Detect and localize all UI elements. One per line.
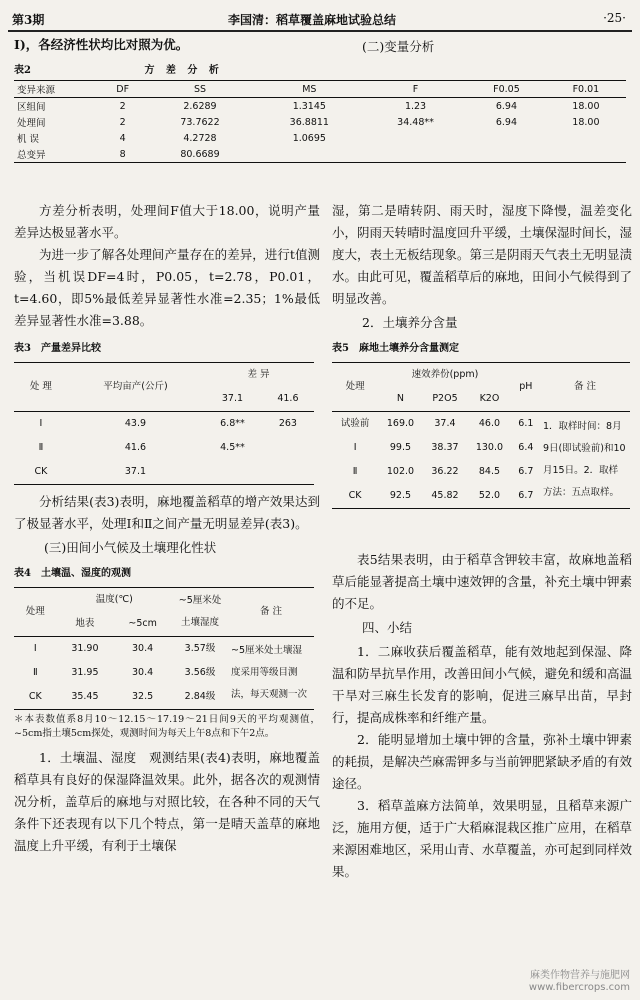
th: 处理: [14, 588, 57, 637]
th: 处 理: [14, 363, 68, 412]
th: pH: [512, 363, 540, 412]
table-row: [14, 130, 626, 146]
table3-caption: 表3 产量差异比较: [14, 343, 101, 354]
table2-title: 方 差 分 析: [144, 65, 223, 76]
table4: [14, 587, 314, 710]
cell: 区组间: [17, 102, 46, 113]
cell: 102.0: [386, 466, 415, 477]
table2-caption: [14, 60, 320, 82]
cell: 99.5: [389, 442, 412, 453]
th: 41.6: [277, 393, 299, 404]
cell: 1.23: [404, 100, 427, 112]
paragraph: 3．稻草盖麻方法简单，效果明显，且稻草来源广泛，施用方便，适于广大稻麻混栽区推广应用，在稻草来源困难地区，采用山青、水草覆盖，亦可起到同样效果。: [332, 798, 633, 879]
intro-line: Ⅰ)，各经济性状均比对照为优。: [14, 37, 189, 52]
th: N: [396, 393, 405, 404]
page-number: ·25·: [603, 11, 626, 25]
cell: 6.94: [495, 116, 518, 128]
cell: [467, 146, 546, 163]
th: MS: [302, 83, 317, 95]
th: 差 异: [247, 369, 270, 380]
cell: 4.5**: [220, 442, 245, 453]
th: DF: [116, 83, 130, 95]
cell: 80.6689: [180, 148, 220, 160]
right-body: [332, 200, 632, 883]
table2-header-row: [14, 81, 626, 98]
table3-header-row: [14, 363, 314, 388]
cell: 41.6: [124, 442, 147, 453]
th: 速效养份(ppm): [411, 369, 479, 380]
paragraph: 湿，第二是晴转阴、雨天时，湿度下降慢，温差变化小，阴雨天转晴时温度回升平缓，土壤保湿时间长，湿度大，表土无板结现象。第三是阴雨天气表土无明显渍水。由此可见，覆盖稻草后的麻地，田间小气候得到了明显改善。: [332, 203, 633, 306]
cell: 18.00: [572, 100, 600, 112]
th: K2O: [479, 393, 500, 404]
cell: Ⅱ: [32, 667, 38, 678]
table5-remark: 1．取样时间：8月9日(即试验前)和10月15日。2．取样方法：五点取样。: [543, 421, 626, 498]
th: ~5厘米处土壤湿度: [172, 588, 228, 637]
cell: Ⅰ: [39, 418, 43, 429]
cell: 1.0695: [292, 132, 326, 144]
cell: 3.57级: [184, 643, 216, 654]
th: ~5cm: [128, 618, 157, 629]
cell: 30.4: [132, 667, 154, 678]
th: F0.01: [572, 83, 600, 95]
cell: 6.7: [518, 490, 534, 501]
cell: 84.5: [478, 466, 501, 477]
cell: 6.8**: [220, 418, 245, 429]
table3: [14, 362, 314, 485]
cell: 37.1: [124, 466, 147, 477]
cell: 35.45: [71, 691, 99, 702]
th: 37.1: [221, 393, 244, 404]
table-row: [14, 114, 626, 130]
cell: Ⅱ: [38, 442, 44, 453]
table4-remark: ~5厘米处土壤湿度采用等级目测法，每天观测一次: [231, 645, 308, 700]
paragraph: 1．土壤温、湿度 观测结果(表4)表明，麻地覆盖稻草具有良好的保湿降温效果。此外，据各次的观测情况分析，盖草后的麻地与对照比较，在各种不同的天气条件下还表现有以下几个特点，第一是晴天盖草的麻地温度上升平缓，有利于土壤保: [14, 750, 320, 853]
table2-label: 表2: [14, 65, 31, 76]
paragraph: 为进一步了解各处理间产量存在的差异，进行t值测验，当机误DF=4时，P0.05，t=2.78，P0.01，t=4.60，即5%最低差异显著性水准=2.35；1%最低差异显著性水准=3.88。: [14, 247, 320, 328]
cell: 46.0: [478, 418, 501, 429]
table5: [332, 362, 630, 509]
cell: 30.4: [132, 643, 154, 654]
watermark-line2: www.fibercrops.com: [528, 982, 630, 993]
cell: [364, 130, 467, 146]
table-row: [14, 98, 626, 115]
cell: [467, 130, 546, 146]
th: SS: [193, 83, 207, 95]
cell: [546, 146, 626, 163]
table2: [14, 80, 626, 163]
th: 处理: [332, 363, 378, 412]
cell: CK: [348, 490, 362, 501]
cell: [262, 460, 314, 485]
cell: 263: [278, 418, 297, 429]
paragraph: 方差分析表明，处理间F值大于18.00，说明产量差异达极显著水平。: [14, 203, 320, 240]
table-row: [14, 637, 314, 662]
cell: [364, 146, 467, 163]
table5-header-row: [332, 363, 630, 388]
cell: 34.48**: [397, 116, 434, 128]
cell: 38.37: [431, 442, 459, 453]
cell: [546, 130, 626, 146]
section-summary: 四、小结: [362, 620, 413, 635]
page-header: [8, 6, 632, 32]
cell: 2.84级: [184, 691, 216, 702]
cell: 18.00: [572, 116, 600, 128]
left-body: [14, 200, 320, 857]
cell: [255, 146, 364, 163]
th: 备 注: [540, 363, 630, 412]
cell: 4: [119, 132, 126, 144]
paragraph: 分析结果(表3)表明，麻地覆盖稻草的增产效果达到了极显著水平，处理Ⅰ和Ⅱ之间产量无明显差异(表3)。: [14, 494, 320, 531]
table-row: [14, 146, 626, 163]
paragraph: 1．二麻收获后覆盖稻草，能有效地起到保湿、降温和防旱抗旱作用，改善田间小气候，避免和缓和高温干旱对三麻生长发育的影响，促进三麻早出苗，早封行，提高成株率和纤维产量。: [332, 644, 633, 725]
cell: 6.1: [518, 418, 534, 429]
table4-header-row: [14, 588, 314, 613]
cell: 31.95: [71, 667, 99, 678]
cell: CK: [28, 691, 42, 702]
cell: 1.3145: [292, 100, 326, 112]
table-row: [14, 460, 314, 485]
section-microclimate: (三)田间小气候及土壤理化性状: [44, 540, 217, 555]
cell: 73.7622: [180, 116, 220, 128]
cell: 36.22: [431, 466, 459, 477]
cell: 4.2728: [183, 132, 217, 144]
table-row: [14, 412, 314, 437]
cell: 31.90: [71, 643, 99, 654]
cell: 6.7: [518, 466, 534, 477]
issue-number: 第3期: [12, 13, 45, 27]
th: F0.05: [493, 83, 520, 95]
watermark: [529, 970, 630, 994]
cell: 8: [119, 148, 126, 160]
cell: 2.6289: [183, 100, 217, 112]
cell: [262, 436, 314, 460]
right-heading: [332, 34, 632, 60]
running-title: 李国清：稻草覆盖麻地试验总结: [228, 13, 397, 27]
cell: 总变异: [17, 150, 46, 161]
cell: 45.82: [431, 490, 459, 501]
table4-caption: 表4 土壤温、湿度的观测: [14, 568, 131, 579]
th: 平均亩产(公斤): [68, 363, 203, 412]
cell: 32.5: [132, 691, 154, 702]
cell: 52.0: [478, 490, 501, 501]
subsection-soil-nutrients: 2．土壤养分含量: [362, 315, 458, 330]
table-row: [332, 412, 630, 437]
cell: 37.4: [434, 418, 456, 429]
cell: 43.9: [124, 418, 147, 429]
cell: 92.5: [389, 490, 412, 501]
cell: 2: [119, 100, 126, 112]
paragraph: 表5结果表明，由于稻草含钾较丰富，故麻地盖稻草后能显著提高土壤中速效钾的含量，补充土壤中钾素的不足。: [332, 552, 633, 611]
cell: 3.56级: [184, 667, 216, 678]
th: 变异来源: [17, 85, 56, 96]
cell: 6.4: [518, 442, 534, 453]
cell: [203, 460, 262, 485]
cell: 130.0: [475, 442, 504, 453]
paragraph: 2．能明显增加土壤中钾的含量，弥补土壤中钾素的耗损，是解决苎麻需钾多与当前钾肥紧缺矛盾的有效途径。: [332, 732, 633, 791]
cell: CK: [34, 466, 48, 477]
cell: 169.0: [386, 418, 415, 429]
th: 备 注: [228, 588, 314, 637]
th: F: [412, 83, 419, 95]
cell: Ⅰ: [33, 643, 37, 654]
cell: Ⅰ: [353, 442, 357, 453]
watermark-line1: 麻类作物营养与施肥网: [530, 970, 630, 981]
section-variance-analysis: (二)变量分析: [362, 39, 435, 54]
cell: Ⅱ: [352, 466, 358, 477]
cell: 6.94: [495, 100, 518, 112]
cell: 机 误: [17, 134, 40, 145]
th: P2O5: [432, 393, 458, 404]
table5-caption: 表5 麻地土壤养分含量测定: [332, 343, 459, 354]
left-column: [14, 34, 320, 84]
cell: 试验前: [340, 418, 370, 429]
table-row: [14, 436, 314, 460]
cell: 2: [119, 116, 126, 128]
table4-footnote: ＊本表数值系8月10～12.15～17.19～21日间9天的平均观测值，~5cm指土壤5cm探处，观测时间为每天上午8点和下午2点。: [14, 714, 320, 739]
th: 地表: [75, 618, 95, 629]
cell: 处理间: [17, 118, 46, 129]
th: 温度(℃): [95, 594, 133, 605]
cell: 36.8811: [289, 116, 329, 128]
